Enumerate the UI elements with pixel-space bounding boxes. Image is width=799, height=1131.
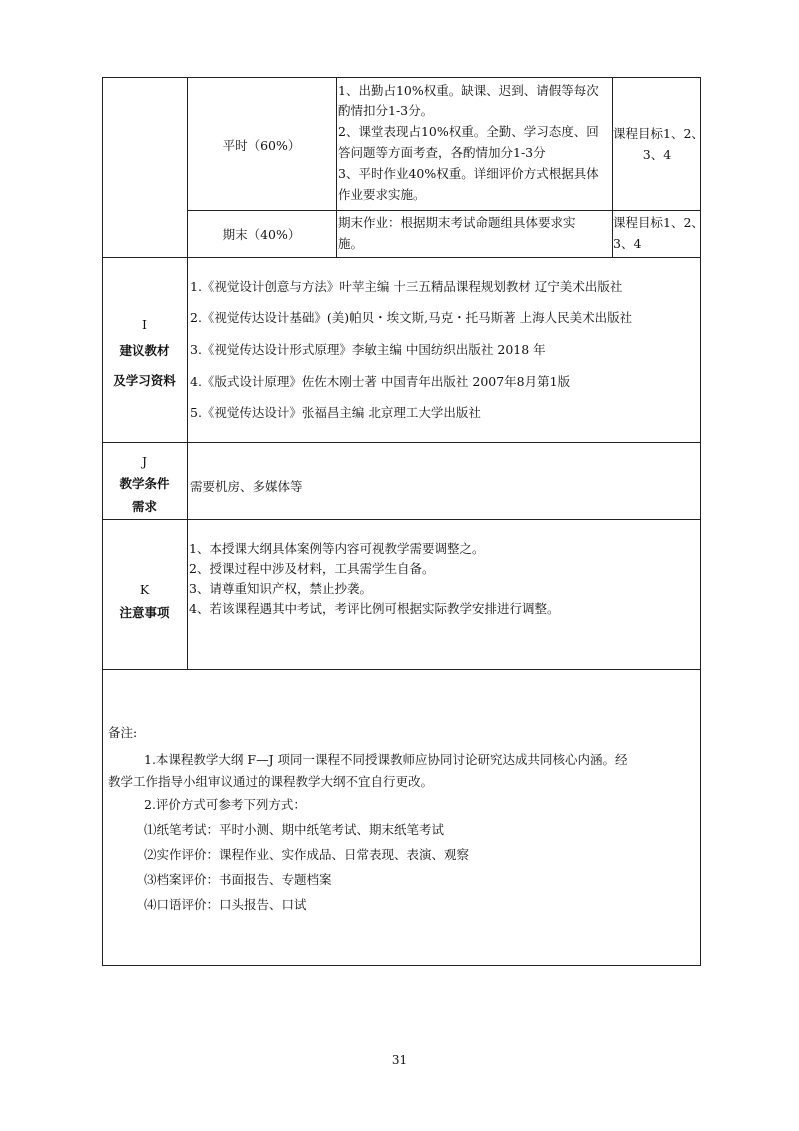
material-item: 5.《视觉传达设计》张福昌主编 北京理工大学出版社 — [190, 405, 481, 420]
table-divider-assessment-i — [102, 257, 701, 258]
section-k-title: 注意事项 — [119, 605, 170, 620]
final-detail-line: 期末作业：根据期末考试命题组具体要求实 — [338, 215, 576, 230]
notes-line: ⑶档案评价：书面报告、专题档案 — [144, 872, 332, 887]
regular-detail-line: 2、课堂表现占10%权重。全勤、学习态度、回 — [338, 124, 599, 139]
k-note-item: 2、授课过程中涉及材料，工具需学生自备。 — [189, 561, 435, 576]
page-number: 31 — [391, 1053, 408, 1067]
regular-goal-line: 课程目标1、2、 — [613, 126, 704, 141]
table-divider-i-j — [102, 442, 701, 443]
final-goal-line: 3、4 — [613, 236, 642, 251]
table-divider-k-notes — [102, 669, 701, 670]
regular-detail-line: 酌情扣分1-3分。 — [338, 103, 434, 118]
k-note-item: 1、本授课大纲具体案例等内容可视教学需要调整之。 — [189, 541, 485, 556]
notes-line: 1.本课程教学大纲 F—J 项同一课程不同授课教师应协同讨论研究达成共同核心内涵。经 — [144, 752, 628, 767]
material-item: 3.《视觉传达设计形式原理》李敏主编 中国纺织出版社 2018 年 — [190, 342, 546, 357]
notes-line: ⑴纸笔考试：平时小测、期中纸笔考试、期末纸笔考试 — [144, 822, 445, 837]
notes-heading: 备注: — [108, 725, 138, 740]
notes-line: 教学工作指导小组审议通过的课程教学大纲不宜自行更改。 — [108, 774, 434, 789]
regular-detail-line: 答问题等方面考查，各酌情加分1-3分 — [338, 145, 546, 160]
section-j-letter: J — [141, 454, 147, 469]
table-divider-assessment-label — [336, 77, 337, 257]
final-detail-line: 施。 — [338, 236, 364, 251]
final-goal-line: 课程目标1、2、 — [613, 215, 704, 230]
notes-line: 2.评价方式可参考下列方式： — [144, 797, 306, 812]
section-k-letter: K — [139, 582, 150, 597]
k-note-item: 4、若该课程遇其中考试，考评比例可根据实际教学安排进行调整。 — [189, 601, 560, 616]
section-i-letter: I — [142, 317, 147, 332]
notes-line: ⑷口语评价：口头报告、口试 — [144, 897, 307, 912]
final-assessment-label: 期末（40%） — [222, 227, 301, 242]
material-item: 1.《视觉设计创意与方法》叶苹主编 十三五精品课程规划教材 辽宁美术出版社 — [190, 279, 623, 294]
table-divider-j-k — [102, 519, 701, 520]
regular-detail-line: 3、平时作业40%权重。详细评价方式根据具体 — [338, 166, 599, 181]
section-i-title: 建议教材 — [119, 343, 170, 358]
k-note-item: 3、请尊重知识产权，禁止抄袭。 — [189, 581, 372, 596]
section-i-title: 及学习资料 — [113, 373, 176, 388]
section-j-content: 需要机房、多媒体等 — [190, 479, 303, 494]
regular-detail-line: 1、出勤占10%权重。缺课、迟到、请假等每次 — [338, 83, 599, 98]
regular-assessment-label: 平时（60%） — [222, 138, 301, 153]
section-j-title: 教学条件 — [119, 476, 170, 491]
material-item: 4.《版式设计原理》佐佐木刚士著 中国青年出版社 2007年8月第1版 — [190, 374, 571, 389]
regular-detail-line: 作业要求实施。 — [338, 187, 426, 202]
table-divider-regular-final — [187, 210, 701, 211]
notes-line: ⑵实作评价：课程作业、实作成品、日常表现、表演、观察 — [144, 847, 470, 862]
table-divider-left-column — [187, 77, 188, 669]
material-item: 2.《视觉传达设计基础》(美)帕贝・埃文斯,马克・托马斯著 上海人民美术出版社 — [190, 310, 633, 325]
section-j-title: 需求 — [131, 499, 157, 514]
regular-goal-line: 3、4 — [642, 147, 672, 162]
